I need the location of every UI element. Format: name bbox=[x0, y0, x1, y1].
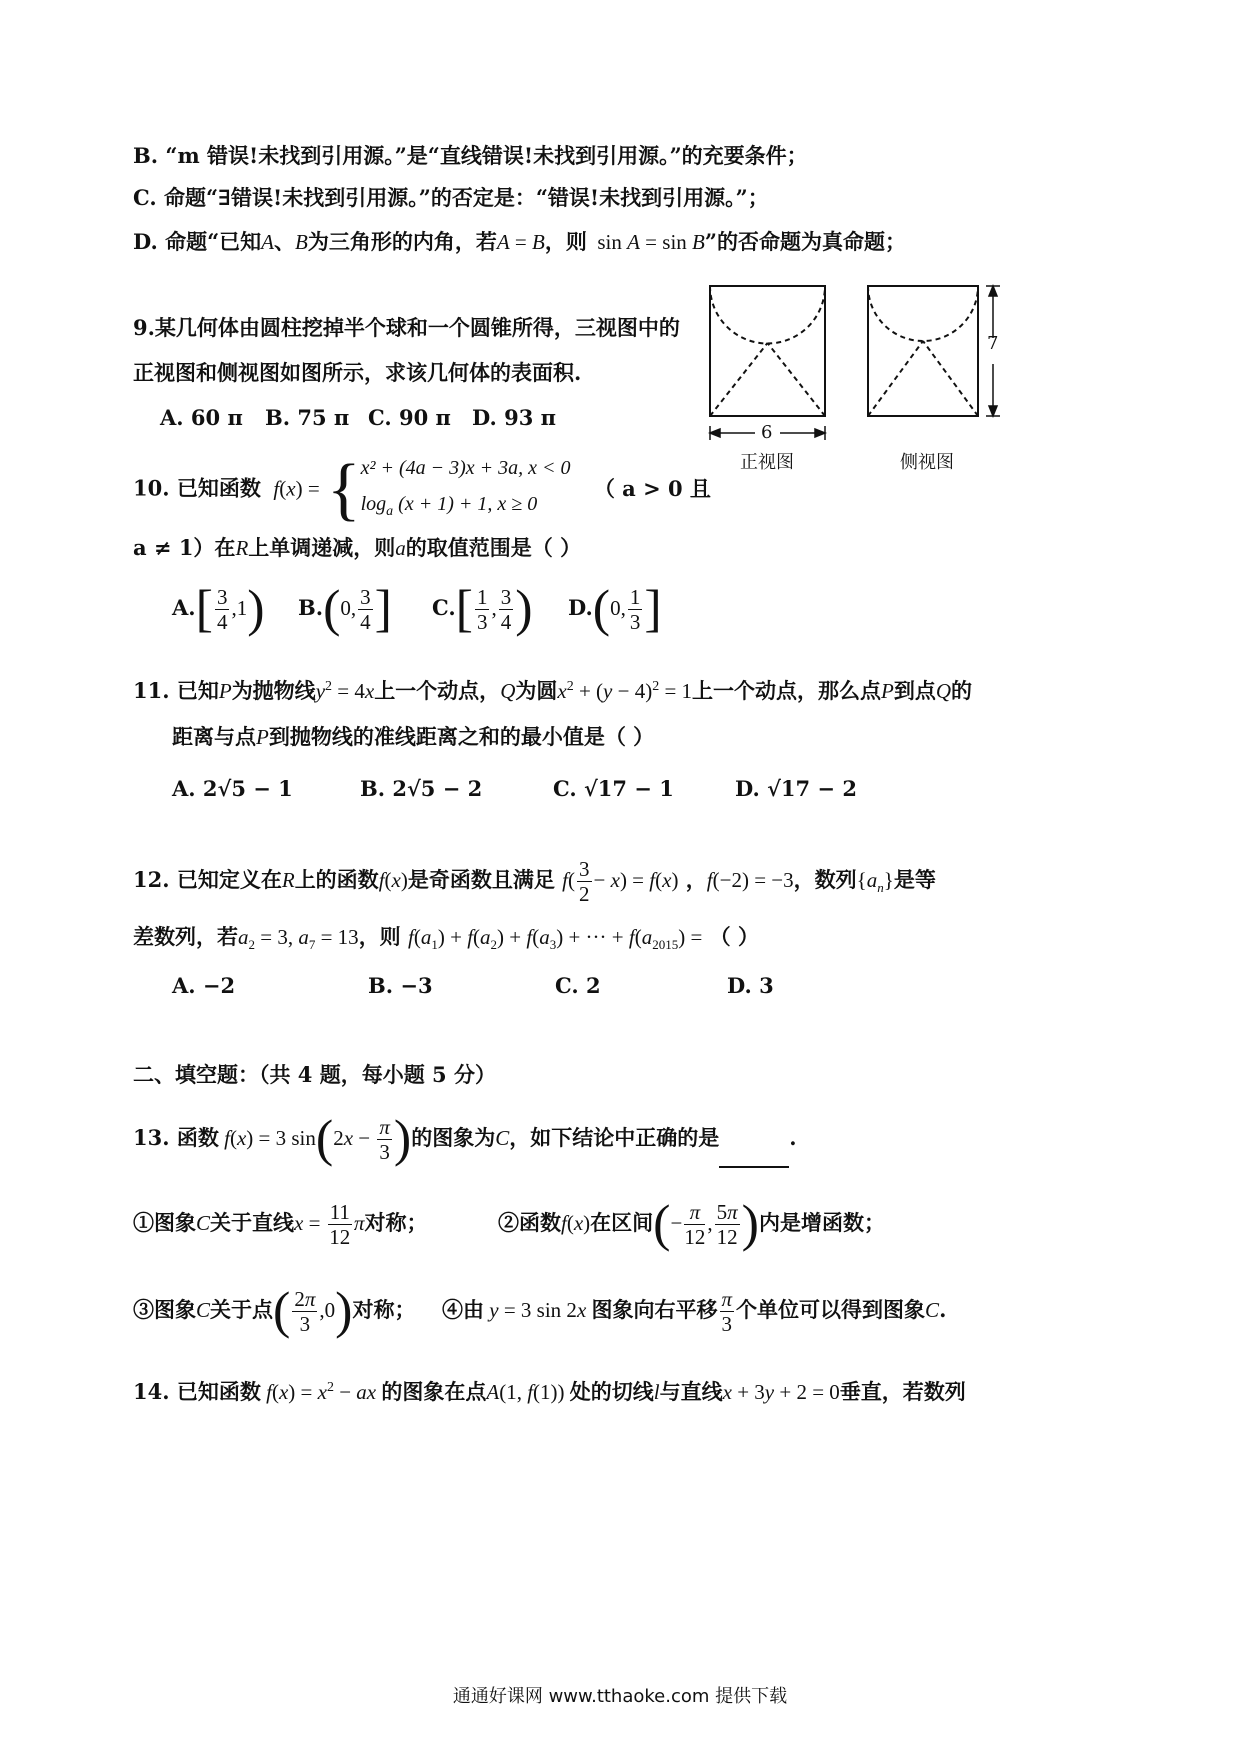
section-2-heading: 二、填空题：（共 4 题，每小题 5 分） bbox=[133, 1062, 496, 1087]
q11-option-c: C. √17 − 1 bbox=[553, 776, 674, 801]
q10-option-b: B.(0, $\frac{3}{4}$ ] bbox=[298, 580, 392, 638]
q9-option-c: C. 90 π bbox=[368, 405, 451, 430]
q8-option-d: D. 命题“已知A、B为三角形的内角，若A = B，则 sin A = sin B”的否命题为真命题； bbox=[133, 229, 906, 254]
q12-option-c: C. 2 bbox=[555, 973, 601, 998]
q12-line-1: 12. 已知定义在R上的函数f(x)是奇函数且满足 f( $\frac{3}{2}$ − x) = f(x) ，f(−2) = −3，数列$\{a_n\}$是等 bbox=[133, 857, 936, 906]
side-view-caption: 侧视图 bbox=[900, 452, 954, 473]
q9-option-b: B. 75 π bbox=[265, 405, 350, 430]
q13-statement-4: ④由 y = 3 sin 2x 图象向右平移 $\frac{\pi}{3}$ 个单位可以得到图象C. bbox=[442, 1287, 947, 1336]
q9-option-a: A. 60 π bbox=[160, 405, 243, 430]
q9-line-1: 9.某几何体由圆柱挖掉半个球和一个圆锥所得，三视图中的 bbox=[133, 315, 680, 340]
q14-line-1: 14. 已知函数 $f(x) = x^2$ − ax 的图象在点A(1, f(1)) 处的切线l与直线x + 3y + 2 = 0垂直，若数列 bbox=[133, 1379, 966, 1404]
height-label: 7 bbox=[987, 333, 999, 354]
q9-option-d: D. 93 π bbox=[472, 405, 556, 430]
q10-line-1: 10. 已知函数 f(x) = { x² + (4a − 3)x + 3a, x < 0 $\log_a (x + 1) + 1$, x ≥ 0 （ a > 0 且 bbox=[133, 451, 711, 528]
q8-option-b: B. “m 错误!未找到引用源。”是“直线错误!未找到引用源。”的充要条件； bbox=[133, 143, 808, 168]
side-view bbox=[868, 286, 978, 416]
front-view bbox=[710, 286, 825, 416]
q11-line-1: 11. 已知P为抛物线$y^2 = 4x$上一个动点，Q为圆$x^2 + (y - 4)^2 = 1$上一个动点，那么点P到点Q的 bbox=[133, 678, 973, 703]
q8-option-c: C. 命题“∃错误!未找到引用源。”的否定是：“错误!未找到引用源。”； bbox=[133, 185, 769, 210]
q12-option-a: A. −2 bbox=[172, 973, 236, 998]
q10-option-d: D.(0, $\frac{1}{3}$ ] bbox=[568, 580, 662, 638]
q11-option-a: A. 2√5 − 1 bbox=[172, 776, 293, 801]
q13-statement-2: ②函数f(x)在区间(− $\frac{\pi}{12}$ , $\frac{5\pi}{12}$ )内是增函数； bbox=[498, 1195, 885, 1253]
q11-option-d: D. √17 − 2 bbox=[735, 776, 857, 801]
three-view-figure bbox=[700, 280, 1020, 440]
q13-statement-3: ③图象C关于点( $\frac{2\pi}{3}$ ,0)对称； bbox=[133, 1282, 416, 1340]
footer-credit: 通通好课网 www.tthaoke.com 提供下载 bbox=[452, 1686, 788, 1707]
q10-option-c: C.[ $\frac{1}{3}$ , $\frac{3}{4}$ ) bbox=[432, 580, 533, 638]
q10-option-a: A.[ $\frac{3}{4}$ ,1) bbox=[172, 580, 265, 638]
q11-line-2: 距离与点P到抛物线的准线距离之和的最小值是（ ） bbox=[172, 724, 655, 749]
q13-statement-1: ①图象C关于直线x = $\frac{11}{12}$ π对称； bbox=[133, 1200, 428, 1249]
front-view-caption: 正视图 bbox=[740, 452, 794, 473]
q11-option-b: B. 2√5 − 2 bbox=[360, 776, 483, 801]
q12-option-d: D. 3 bbox=[727, 973, 774, 998]
q10-line-2: a ≠ 1）在R上单调递减，则a的取值范围是（ ） bbox=[133, 535, 582, 560]
q12-line-2: 差数列，若$a_2 = 3$, $a_7 = 13$，则 $f(a_1) + f(a_2) + f(a_3)$ + ··· + $f(a_{2015})$ = （ ） bbox=[133, 924, 759, 953]
q12-option-b: B. −3 bbox=[368, 973, 433, 998]
q13-stem: 13. 函数 f(x) = 3 sin(2x − $\frac{\pi}{3}$ )的图象为C，如下结论中正确的是 . bbox=[133, 1110, 797, 1168]
width-label: 6 bbox=[761, 422, 773, 443]
q9-line-2: 正视图和侧视图如图所示，求该几何体的表面积. bbox=[133, 360, 582, 385]
